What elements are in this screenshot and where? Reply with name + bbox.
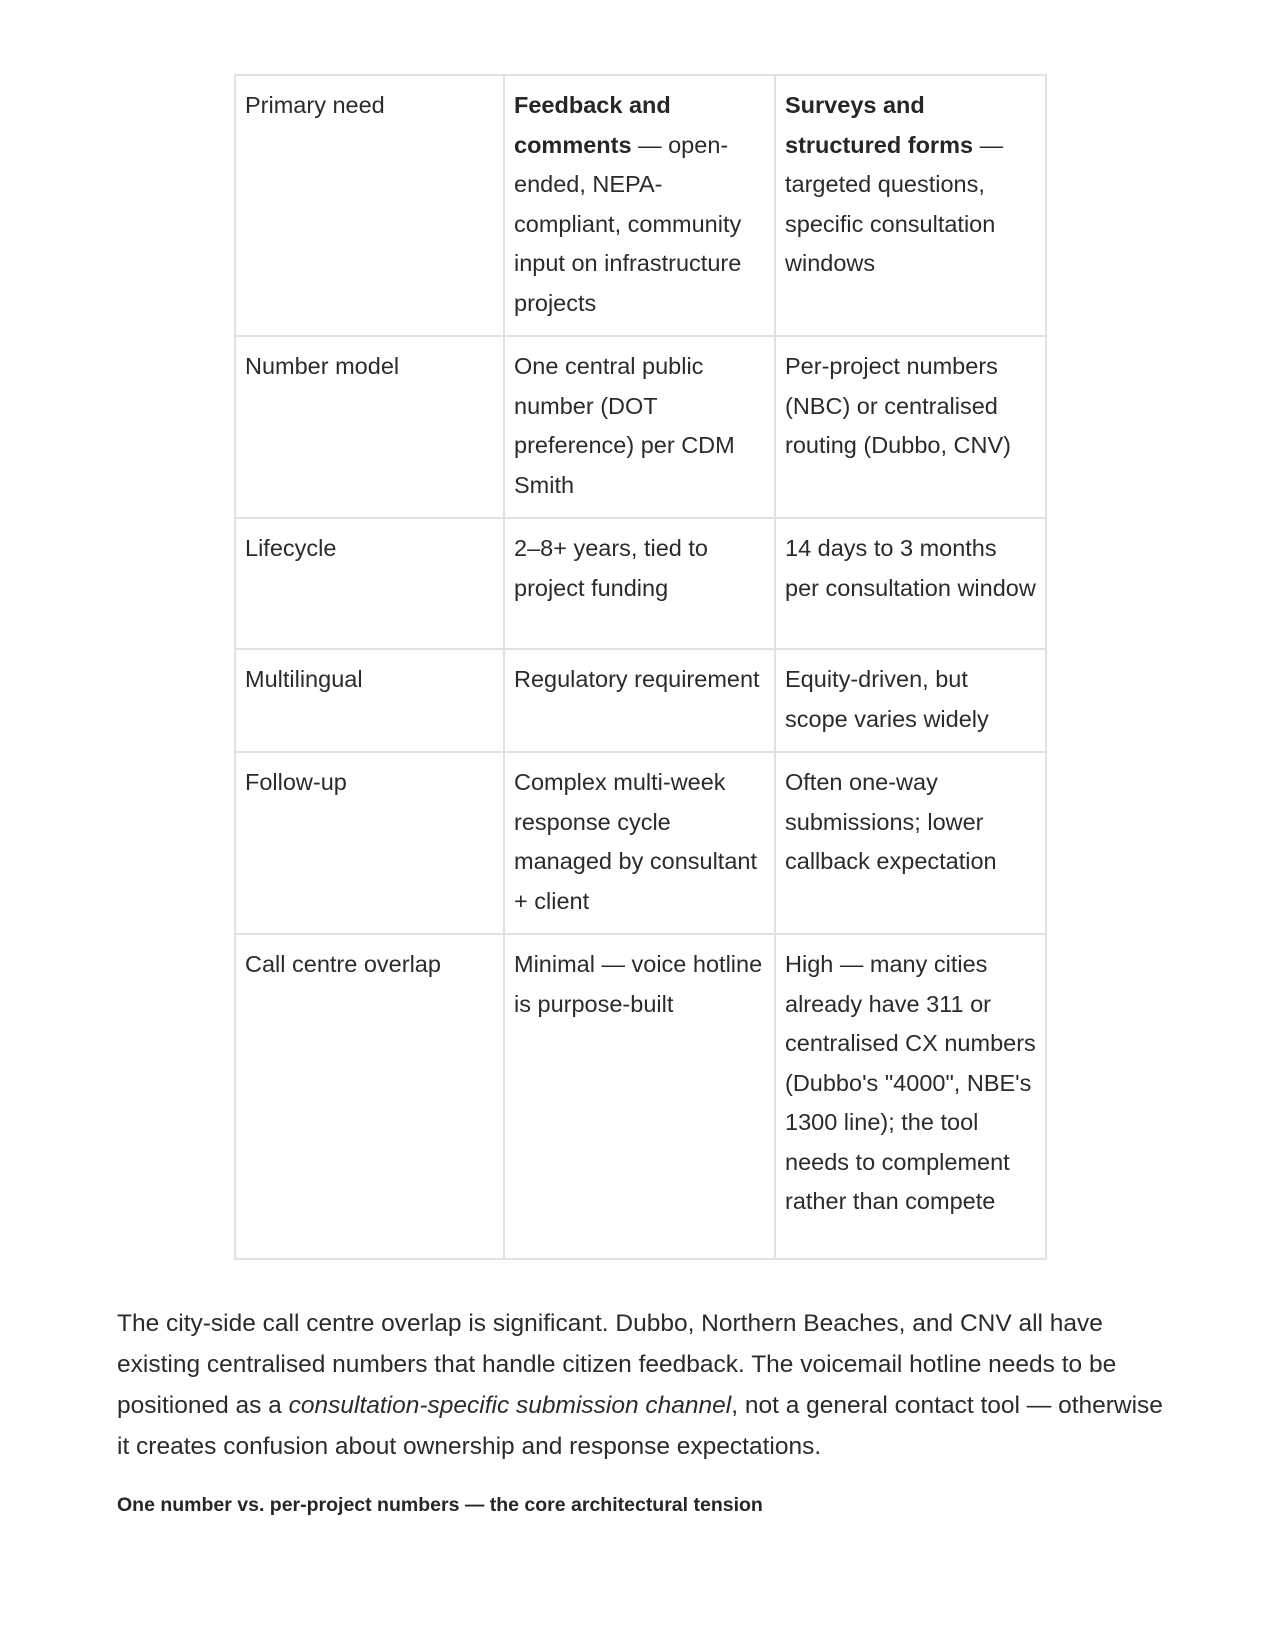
table-cell: 2–8+ years, tied to project funding	[504, 518, 775, 649]
table-cell: Often one-way submissions; lower callback expectation	[775, 752, 1046, 934]
cell-text: — targeted questions, specific consultation windows	[785, 131, 1004, 276]
table-cell: Regulatory requirement	[504, 649, 775, 752]
comparison-table	[234, 74, 1047, 1260]
paragraph-text: The city-side call centre overlap is significant. Dubbo, Northern Beaches, and CNV all have existing centralised numbers that handle citizen feedback. The voicemail hotline needs to be positioned as a	[117, 1310, 1117, 1419]
table-row	[235, 336, 1046, 518]
cell-bold-text: Feedback and comments	[514, 92, 671, 158]
table-row	[235, 75, 1046, 336]
cell-bold-text: Surveys and structured forms	[785, 92, 974, 158]
table-cell: Complex multi-week response cycle managed by consultant + client	[504, 752, 775, 934]
table-row	[235, 649, 1046, 752]
row-label: Number model	[235, 336, 504, 518]
table-cell: Equity-driven, but scope varies widely	[775, 649, 1046, 752]
table-cell: One central public number (DOT preference) per CDM Smith	[504, 336, 775, 518]
table-cell	[775, 75, 1046, 336]
table-row	[235, 518, 1046, 649]
row-label: Primary need	[235, 75, 504, 336]
row-label: Lifecycle	[235, 518, 504, 649]
row-label: Follow-up	[235, 752, 504, 934]
table-row	[235, 934, 1046, 1259]
table-cell: Minimal — voice hotline is purpose-built	[504, 934, 775, 1259]
paragraph-text: , not a general contact tool — otherwise it creates confusion about ownership and response expectations.	[117, 1392, 1163, 1460]
paragraph-italic-text: consultation-specific submission channel	[288, 1392, 732, 1419]
cell-text: — open-ended, NEPA-compliant, community input on infrastructure projects	[514, 131, 742, 316]
table-cell: 14 days to 3 months per consultation window	[775, 518, 1046, 649]
table-row	[235, 752, 1046, 934]
table-cell: High — many cities already have 311 or centralised CX numbers (Dubbo's "4000", NBE's 1300 line); the tool needs to complement rather than compete	[775, 934, 1046, 1259]
table-cell: Per-project numbers (NBC) or centralised routing (Dubbo, CNV)	[775, 336, 1046, 518]
row-label: Multilingual	[235, 649, 504, 752]
body-paragraph	[117, 1303, 1177, 1467]
row-label: Call centre overlap	[235, 934, 504, 1259]
section-subheading: One number vs. per-project numbers — the core architectural tension	[117, 1494, 763, 1516]
table-cell	[504, 75, 775, 336]
